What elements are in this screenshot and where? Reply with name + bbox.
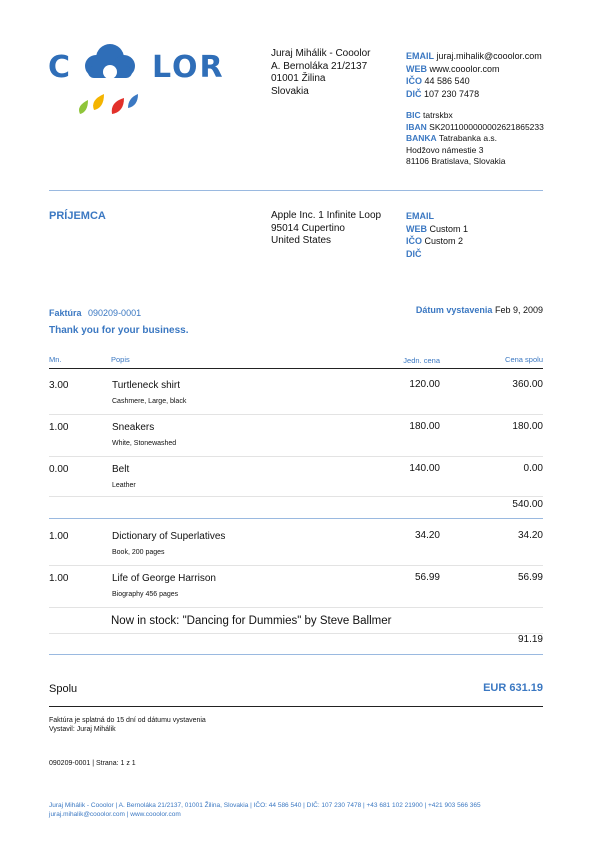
row-qty: 1.00: [49, 531, 69, 542]
recipient-contact: [406, 210, 468, 260]
recipient-web-value: Custom 1: [429, 223, 469, 234]
row-unit: 120.00: [409, 379, 440, 390]
recipient-web-label: WEB: [406, 223, 427, 234]
sender-contact: [406, 50, 542, 100]
row-divider: [49, 565, 543, 566]
row-divider: [49, 496, 543, 497]
col-header-qty: Mn.: [49, 355, 62, 364]
payment-terms: [49, 716, 206, 734]
cloud-drops-icon: [74, 42, 146, 120]
footer-line2: juraj.mihalik@cooolor.com | www.cooolor.com: [49, 811, 181, 818]
recipient-line2: 95014 Cupertino: [271, 222, 345, 234]
page-footer: [49, 801, 481, 819]
recipient-address: [271, 210, 381, 248]
total-rule: [49, 706, 543, 707]
total-value: EUR 631.19: [483, 682, 543, 694]
terms-line1: Faktúra je splatná do 15 dní od dátumu vystavenia: [49, 717, 206, 724]
row-qty: 1.00: [49, 573, 69, 584]
iban-label: IBAN: [406, 121, 427, 132]
row-qty: 3.00: [49, 380, 69, 391]
row-sub: White, Stonewashed: [112, 440, 177, 447]
group1-subtotal: 540.00: [512, 499, 543, 510]
date-value: Feb 9, 2009: [494, 305, 543, 315]
email-value[interactable]: juraj.mihalik@cooolor.com: [436, 51, 542, 61]
iban-value: SK2011000000002621865233: [429, 121, 544, 132]
row-sub: Cashmere, Large, black: [112, 398, 187, 405]
recipient-email-label: EMAIL: [406, 211, 434, 221]
date-label: Dátum vystavenia: [415, 305, 493, 315]
company-logo: [48, 42, 225, 122]
bank-details: [406, 110, 544, 168]
bank-street: Hodžovo námestie 3: [406, 144, 484, 155]
row-sub: Leather: [112, 482, 136, 489]
row-unit: 180.00: [409, 421, 440, 432]
recipient-heading: PRÍJEMCA: [49, 210, 106, 222]
row-unit: 56.99: [414, 572, 440, 583]
row-divider: [49, 633, 543, 634]
row-divider: [49, 456, 543, 457]
dic-value: 107 230 7478: [424, 88, 480, 99]
col-header-unit: Jedn. cena: [403, 356, 440, 365]
group-divider: [49, 518, 543, 519]
header-divider: [49, 190, 543, 191]
invoice-number: [49, 308, 141, 319]
sender-country: Slovakia: [271, 85, 309, 97]
web-value[interactable]: www.cooolor.com: [429, 63, 500, 74]
invoice-date: [416, 305, 543, 316]
row-name: Belt: [112, 464, 130, 475]
total-label: Spolu: [49, 683, 78, 695]
ico-label: IČO: [406, 76, 423, 86]
footer-line1: Juraj Mihálik - Cooolor | A. Bernoláka 21/2137, 01001 Žilina, Slovakia | IČO: 44 586 540 | DIČ: 107 230 7478 | +43 681 102 21900 | +421 903 566 365: [49, 802, 481, 809]
recipient-dic-label: DIČ: [406, 248, 422, 259]
sender-name: Juraj Mihálik - Cooolor: [271, 48, 371, 59]
group-divider: [49, 654, 543, 655]
row-total: 360.00: [512, 379, 543, 390]
sender-city: 01001 Žilina: [271, 73, 326, 84]
ico-value: 44 586 540: [424, 76, 470, 86]
logo-text-right: LOR: [152, 50, 225, 85]
row-name: Life of George Harrison: [112, 573, 216, 584]
table-header-rule: [49, 368, 543, 369]
row-name: Dictionary of Superlatives: [112, 531, 226, 542]
row-total: 34.20: [517, 530, 543, 541]
sender-street: A. Bernoláka 21/2137: [271, 60, 368, 72]
sender-address: [271, 48, 370, 98]
bic-label: BIC: [406, 110, 421, 120]
banka-label: BANKA: [406, 133, 437, 143]
row-name: Sneakers: [112, 422, 155, 433]
thanks-message: Thank you for your business.: [49, 325, 189, 336]
recipient-ico-label: IČO: [406, 236, 423, 246]
bank-city: 81106 Bratislava, Slovakia: [406, 156, 506, 166]
row-unit: 140.00: [409, 463, 440, 474]
row-divider: [49, 607, 543, 608]
recipient-ico-value: Custom 2: [424, 236, 464, 246]
email-label: EMAIL: [406, 51, 434, 61]
invoice-number-value: 090209-0001: [88, 308, 142, 318]
row-total: 56.99: [517, 572, 543, 583]
group2-subtotal: 91.19: [517, 634, 543, 645]
row-sub: Biography 456 pages: [112, 591, 179, 598]
page-reference: 090209-0001 | Strana: 1 z 1: [49, 760, 136, 767]
row-qty: 1.00: [49, 422, 69, 433]
row-name: Turtleneck shirt: [112, 380, 180, 391]
row-sub: Book, 200 pages: [112, 549, 165, 556]
terms-line2: Vystavil: Juraj Mihálik: [49, 726, 116, 733]
row-total: 0.00: [523, 463, 543, 474]
bic-value: tatrskbx: [423, 110, 453, 120]
row-total: 180.00: [512, 421, 543, 432]
col-header-desc: Popis: [111, 355, 130, 364]
col-header-total: Cena spolu: [505, 355, 543, 364]
row-qty: 0.00: [49, 464, 69, 475]
dic-label: DIČ: [406, 88, 422, 99]
row-divider: [49, 414, 543, 415]
recipient-line1: Apple Inc. 1 Infinite Loop: [271, 210, 382, 221]
row-unit: 34.20: [414, 530, 440, 541]
logo-text-left: C: [48, 50, 73, 85]
banka-value: Tatrabanka a.s.: [438, 133, 498, 143]
web-label: WEB: [406, 63, 427, 74]
invoice-label: Faktúra: [49, 308, 82, 318]
recipient-line3: United States: [271, 235, 332, 246]
stock-note: Now in stock: "Dancing for Dummies" by Steve Ballmer: [111, 615, 392, 627]
